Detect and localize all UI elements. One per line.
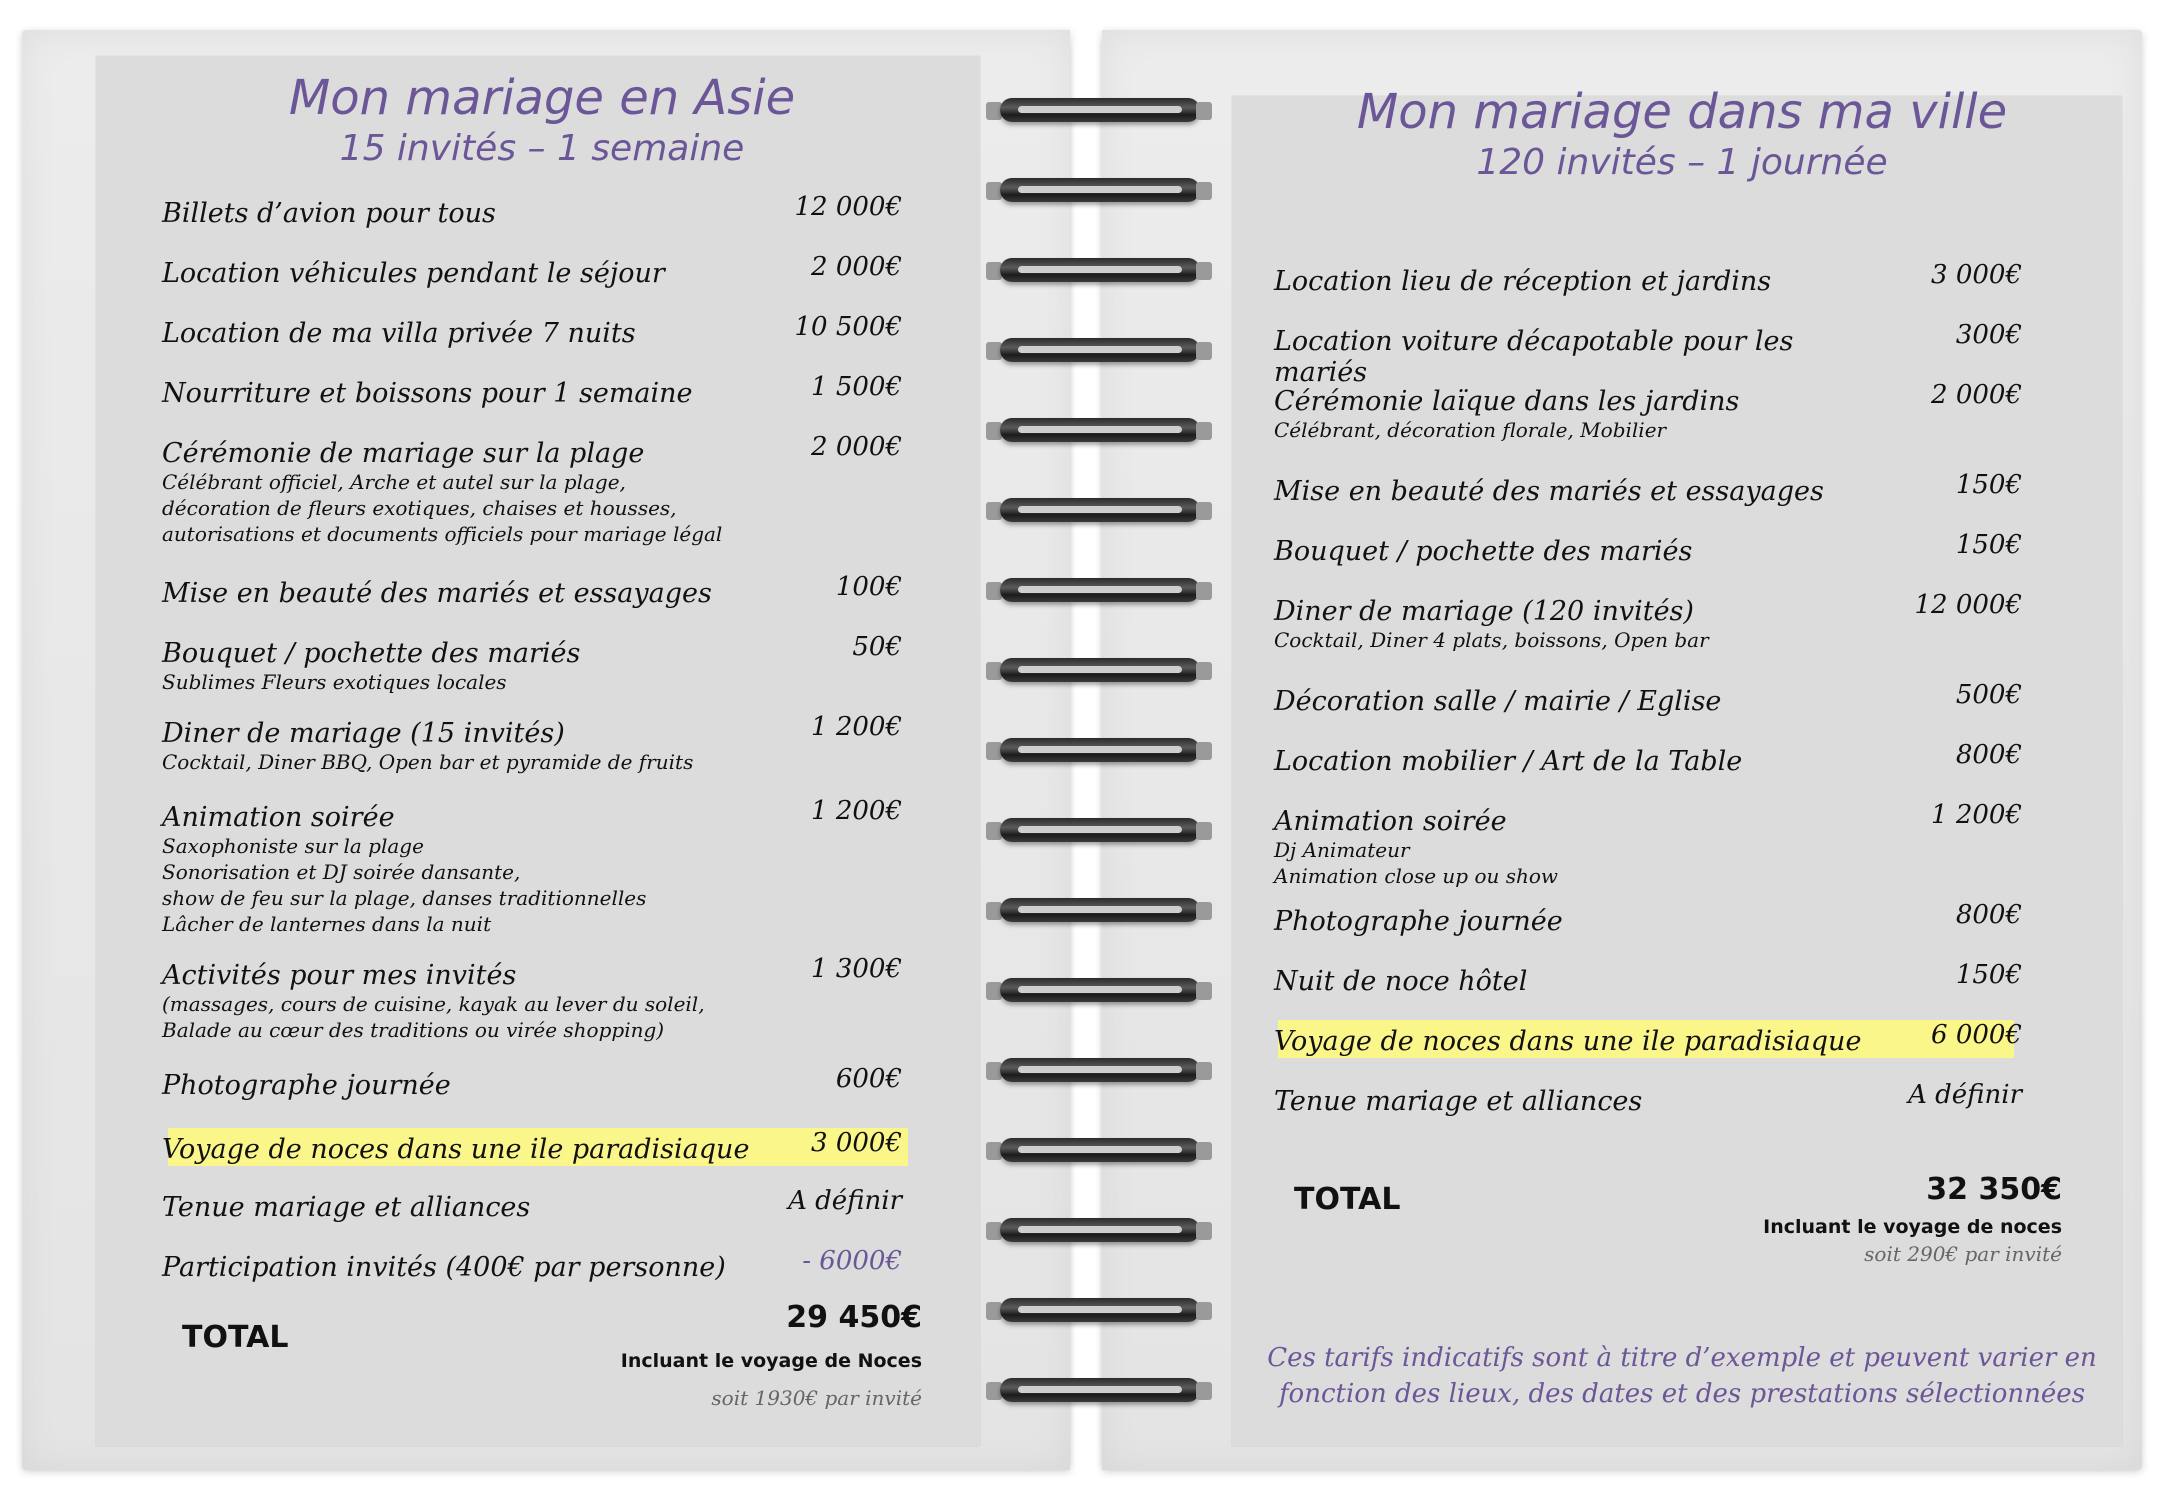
right-total-note: Incluant le voyage de noces xyxy=(1763,1216,2062,1238)
line-item-detail: Animation close up ou show xyxy=(1274,864,1559,888)
line-item-price: 2 000€ xyxy=(1931,380,2022,410)
line-item-detail: Saxophoniste sur la plage xyxy=(162,834,424,858)
spiral-coil xyxy=(982,570,1212,610)
line-item xyxy=(1274,686,1894,717)
spiral-coil xyxy=(982,810,1212,850)
line-item-label: Nuit de noce hôtel xyxy=(1274,966,1528,997)
line-item-label: Location mobilier / Art de la Table xyxy=(1274,746,1743,777)
line-item xyxy=(1274,536,1894,567)
line-item-detail: Lâcher de lanternes dans la nuit xyxy=(162,912,492,936)
spiral-coil xyxy=(982,410,1212,450)
line-item xyxy=(1274,806,1894,889)
spiral-coil xyxy=(982,970,1212,1010)
disclaimer xyxy=(1242,1340,2122,1412)
line-item-label: Animation soirée xyxy=(1274,806,1507,837)
spiral-coil xyxy=(982,1210,1212,1250)
line-item xyxy=(162,1192,782,1223)
line-item xyxy=(162,1134,782,1165)
line-item-label: Location de ma villa privée 7 nuits xyxy=(162,318,636,349)
line-item xyxy=(1274,326,1894,388)
left-total-note: Incluant le voyage de Noces xyxy=(620,1350,922,1372)
line-item-detail: Sonorisation et DJ soirée dansante, xyxy=(162,860,521,884)
line-item-detail: Dj Animateur xyxy=(1274,838,1410,862)
spiral-coil xyxy=(982,170,1212,210)
line-item-price: A définir xyxy=(1908,1080,2022,1110)
line-item xyxy=(1274,476,1894,507)
line-item-label: Diner de mariage (120 invités) xyxy=(1274,596,1694,627)
line-item-label: Mise en beauté des mariés et essayages xyxy=(1274,476,1824,507)
left-title: Mon mariage en Asie xyxy=(288,70,796,126)
line-item-detail: Célébrant, décoration florale, Mobilier xyxy=(1274,418,1667,442)
line-item xyxy=(162,578,782,609)
line-item-label: Bouquet / pochette des mariés xyxy=(162,638,581,669)
line-item xyxy=(1274,966,1894,997)
line-item-detail: autorisations et documents officiels pour mariage légal xyxy=(162,522,723,546)
line-item-label: Billets d’avion pour tous xyxy=(162,198,496,229)
spiral-coil xyxy=(982,490,1212,530)
line-item-price: 1 300€ xyxy=(811,954,902,984)
line-item-price: 1 200€ xyxy=(811,712,902,742)
line-item-label: Activités pour mes invités xyxy=(162,960,517,991)
line-item-label: Animation soirée xyxy=(162,802,395,833)
line-item-price: 12 000€ xyxy=(1914,590,2022,620)
line-item xyxy=(1274,906,1894,937)
right-subtitle: 120 invités – 1 journée xyxy=(1476,142,1888,183)
spiral-coil xyxy=(982,1130,1212,1170)
line-item-label: Photographe journée xyxy=(162,1070,451,1101)
line-item-label: Nourriture et boissons pour 1 semaine xyxy=(162,378,693,409)
line-item-label: Location véhicules pendant le séjour xyxy=(162,258,665,289)
line-item-price: 6 000€ xyxy=(1931,1020,2022,1050)
line-item xyxy=(162,318,782,349)
line-item-price: 2 000€ xyxy=(811,252,902,282)
spiral-binding-icon xyxy=(982,90,1212,1440)
line-item-price: 150€ xyxy=(1955,530,2022,560)
line-item-price: 1 500€ xyxy=(811,372,902,402)
line-item-detail: show de feu sur la plage, danses traditionnelles xyxy=(162,886,647,910)
line-item-price: 1 200€ xyxy=(1931,800,2022,830)
line-item-detail: Balade au cœur des traditions ou virée shopping) xyxy=(162,1018,665,1042)
line-item-price: 800€ xyxy=(1955,900,2022,930)
line-item-label: Photographe journée xyxy=(1274,906,1563,937)
line-item-label: Diner de mariage (15 invités) xyxy=(162,718,565,749)
line-item-label: Décoration salle / mairie / Eglise xyxy=(1274,686,1722,717)
disclaimer-line-2: fonction des lieux, des dates et des prestations sélectionnées xyxy=(1278,1379,2086,1409)
line-item xyxy=(1274,266,1894,297)
line-item-label: Tenue mariage et alliances xyxy=(1274,1086,1643,1117)
right-total-value: 32 350€ xyxy=(1926,1172,2062,1207)
line-item-label: Cérémonie laïque dans les jardins xyxy=(1274,386,1740,417)
spiral-coil xyxy=(982,890,1212,930)
right-title: Mon mariage dans ma ville xyxy=(1356,84,2008,140)
line-item-label: Location lieu de réception et jardins xyxy=(1274,266,1772,297)
left-total-value: 29 450€ xyxy=(786,1300,922,1335)
line-item xyxy=(162,960,782,1043)
line-item xyxy=(1274,746,1894,777)
spiral-coil xyxy=(982,650,1212,690)
line-item-price: 500€ xyxy=(1955,680,2022,710)
line-item-label: Location voiture décapotable pour les mariés xyxy=(1274,326,1794,388)
line-item xyxy=(162,802,782,937)
line-item xyxy=(1274,386,1894,443)
line-item-label: Tenue mariage et alliances xyxy=(162,1192,531,1223)
notebook xyxy=(22,30,2142,1470)
line-item-label: Bouquet / pochette des mariés xyxy=(1274,536,1693,567)
spiral-coil xyxy=(982,250,1212,290)
line-item xyxy=(162,198,782,229)
right-total-label: TOTAL xyxy=(1294,1182,1401,1217)
line-item-label: Cérémonie de mariage sur la plage xyxy=(162,438,645,469)
line-item xyxy=(162,1252,782,1283)
line-item-price: 2 000€ xyxy=(811,432,902,462)
line-item-detail: Cocktail, Diner BBQ, Open bar et pyramide de fruits xyxy=(162,750,694,774)
line-item xyxy=(162,378,782,409)
line-item-detail: Sublimes Fleurs exotiques locales xyxy=(162,670,507,694)
left-total-label: TOTAL xyxy=(182,1320,289,1355)
line-item xyxy=(1274,1026,1894,1057)
line-item-price: 150€ xyxy=(1955,470,2022,500)
spiral-coil xyxy=(982,330,1212,370)
spiral-coil xyxy=(982,730,1212,770)
line-item-price: 10 500€ xyxy=(794,312,902,342)
line-item-price: 3 000€ xyxy=(1931,260,2022,290)
line-item xyxy=(162,718,782,775)
line-item xyxy=(162,438,782,547)
line-item-price: 3 000€ xyxy=(811,1128,902,1158)
line-item-price: 800€ xyxy=(1955,740,2022,770)
line-item-label: Participation invités (400€ par personne) xyxy=(162,1252,726,1283)
disclaimer-line-1: Ces tarifs indicatifs sont à titre d’exemple et peuvent varier en xyxy=(1267,1343,2097,1373)
line-item-detail: (massages, cours de cuisine, kayak au lever du soleil, xyxy=(162,992,705,1016)
line-item-price: - 6000€ xyxy=(802,1246,902,1276)
line-item-label: Mise en beauté des mariés et essayages xyxy=(162,578,712,609)
line-item-price: A définir xyxy=(788,1186,902,1216)
line-item xyxy=(162,258,782,289)
line-item-detail: décoration de fleurs exotiques, chaises et housses, xyxy=(162,496,677,520)
line-item-price: 12 000€ xyxy=(794,192,902,222)
line-item-price: 300€ xyxy=(1955,320,2022,350)
line-item xyxy=(162,638,782,695)
spiral-coil xyxy=(982,90,1212,130)
line-item-price: 150€ xyxy=(1955,960,2022,990)
line-item-price: 600€ xyxy=(835,1064,902,1094)
right-total-per-guest: soit 290€ par invité xyxy=(1864,1242,2062,1266)
line-item xyxy=(1274,1086,1894,1117)
left-subtitle: 15 invités – 1 semaine xyxy=(339,128,745,169)
line-item-label: Voyage de noces dans une ile paradisiaque xyxy=(162,1134,750,1165)
line-item-price: 100€ xyxy=(835,572,902,602)
spiral-coil xyxy=(982,1050,1212,1090)
line-item-price: 50€ xyxy=(852,632,902,662)
spiral-coil xyxy=(982,1290,1212,1330)
line-item-label: Voyage de noces dans une ile paradisiaque xyxy=(1274,1026,1862,1057)
left-total-per-guest: soit 1930€ par invité xyxy=(711,1386,922,1410)
line-item xyxy=(162,1070,782,1101)
line-item-price: 1 200€ xyxy=(811,796,902,826)
line-item-detail: Cocktail, Diner 4 plats, boissons, Open bar xyxy=(1274,628,1709,652)
line-item-detail: Célébrant officiel, Arche et autel sur la plage, xyxy=(162,470,626,494)
spiral-coil xyxy=(982,1370,1212,1410)
line-item xyxy=(1274,596,1894,653)
